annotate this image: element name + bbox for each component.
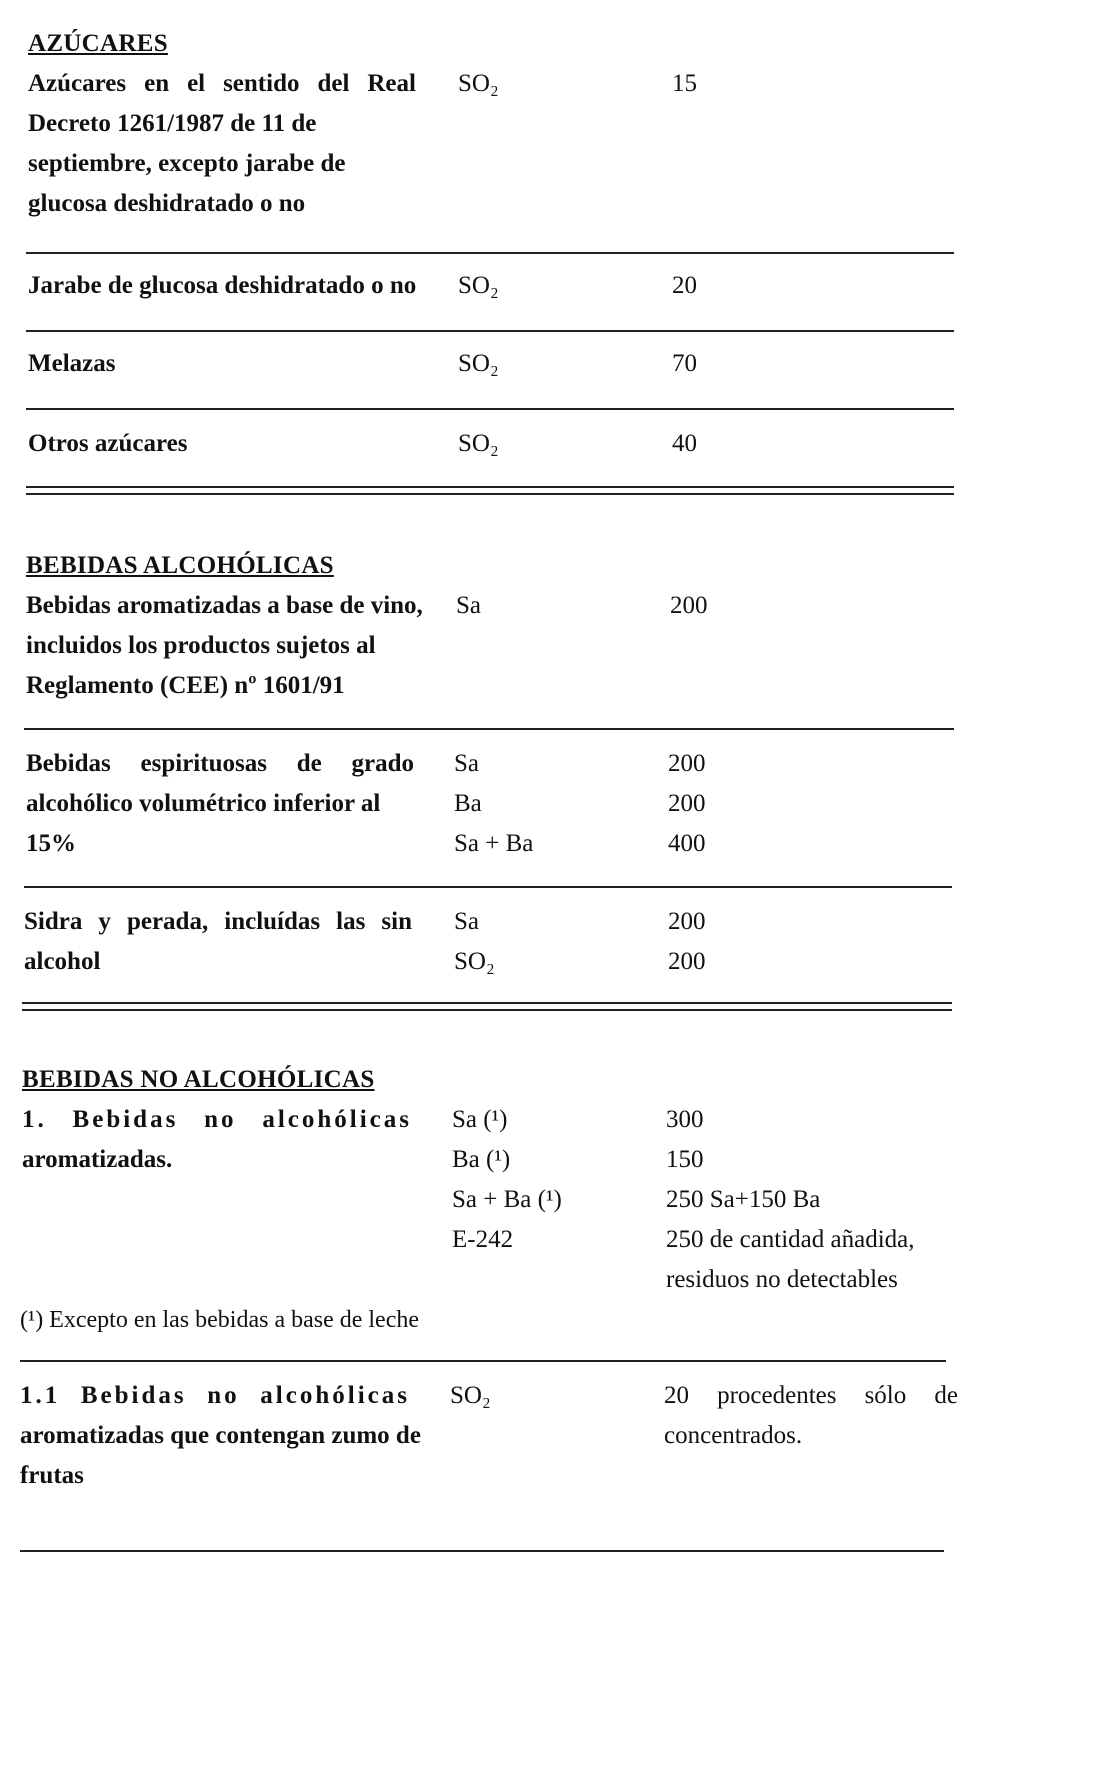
- row-divider: [26, 408, 954, 410]
- section-heading-bebidas-alcoholicas: BEBIDAS ALCOHÓLICAS: [26, 552, 334, 579]
- row-divider: [24, 886, 952, 888]
- word: las: [336, 908, 366, 935]
- additive-cell: Sa Ba Sa + Ba: [454, 750, 534, 857]
- row-description: Jarabe de glucosa deshidratado o no: [28, 272, 417, 299]
- row-description: Sidra y perada, incluídas las sin alcohol: [24, 902, 412, 982]
- additive-cell: Sa SO₂: [454, 908, 495, 975]
- additive-cell: Sa (¹) Ba (¹) Sa + Ba (¹) E-242: [452, 1106, 562, 1253]
- max-dose-cell: 20: [672, 272, 697, 299]
- description-line: Decreto 1261/1987 de 11 de: [28, 110, 317, 137]
- description-line: glucosa deshidratado o no: [28, 190, 306, 217]
- word: procedentes: [717, 1382, 837, 1409]
- word: del: [317, 70, 350, 97]
- row-divider: [26, 252, 954, 254]
- row-divider: [24, 728, 954, 730]
- max-dose-cell: 15: [672, 70, 697, 97]
- word: no: [204, 1106, 237, 1133]
- row-description: Bebidas espirituosas de grado alcohólico volumétrico inferior al 15%: [26, 744, 414, 864]
- word: el: [187, 70, 206, 97]
- row-description: Bebidas aromatizadas a base de vino, incluidos los productos sujetos al Reglamento (CEE) nº 1601/91: [26, 592, 423, 699]
- word: y: [98, 908, 111, 935]
- additive-cell: Sa: [456, 592, 481, 619]
- word: 1.: [22, 1106, 47, 1133]
- additive-cell: SO₂: [450, 1382, 491, 1409]
- row-description: Melazas: [28, 350, 116, 377]
- word: de: [934, 1382, 958, 1409]
- word: espirituosas: [140, 750, 267, 777]
- word: Bebidas: [72, 1106, 179, 1133]
- description-line: [28, 64, 416, 104]
- section-divider: [22, 1002, 952, 1011]
- word: 1.1: [20, 1382, 61, 1409]
- word: grado: [351, 750, 414, 777]
- additive-cell: SO₂: [458, 70, 499, 97]
- word: Bebidas: [80, 1382, 187, 1409]
- row-description: 1. Bebidas no alcohólicas aromatizadas.: [22, 1100, 412, 1180]
- max-dose-cell: 300 150 250 Sa+150 Ba 250 de cantidad añadida, residuos no detectables: [666, 1106, 915, 1293]
- word: perada,: [126, 908, 209, 935]
- word: 20: [664, 1382, 689, 1409]
- description-line: septiembre, excepto jarabe de: [28, 150, 346, 177]
- word: alcohólicas: [262, 1106, 412, 1133]
- max-dose-cell: 200: [670, 592, 708, 619]
- max-dose-cell: 200 200: [668, 908, 706, 975]
- word: sólo: [864, 1382, 907, 1409]
- word: alcohólicas: [260, 1382, 410, 1409]
- word: no: [207, 1382, 240, 1409]
- additive-cell: SO₂: [458, 272, 499, 299]
- row-divider: [26, 330, 954, 332]
- footnote: (¹) Excepto en las bebidas a base de leche: [20, 1307, 420, 1333]
- row-description: 1.1 Bebidas no alcohólicas aromatizadas que contengan zumo de frutas: [20, 1376, 410, 1496]
- max-dose-cell: 70: [672, 350, 697, 377]
- row-description: [28, 64, 416, 224]
- row-divider: [20, 1360, 946, 1362]
- word: Azúcares: [28, 70, 127, 97]
- word: sin: [381, 908, 412, 935]
- max-dose-cell: 200 200 400: [668, 750, 706, 857]
- word: Sidra: [24, 908, 83, 935]
- max-dose-cell: 40: [672, 430, 697, 457]
- word: sentido: [223, 70, 300, 97]
- row-divider: [20, 1550, 944, 1552]
- additive-cell: SO₂: [458, 430, 499, 457]
- word: de: [296, 750, 322, 777]
- word: en: [144, 70, 170, 97]
- word: Real: [367, 70, 416, 97]
- word: Bebidas: [26, 750, 111, 777]
- additive-cell: SO₂: [458, 350, 499, 377]
- max-dose-cell: 20 procedentes sólo de concentrados.: [664, 1376, 958, 1456]
- word: incluídas: [224, 908, 321, 935]
- section-divider: [26, 486, 954, 495]
- section-heading-azucares: AZÚCARES: [28, 30, 168, 57]
- row-description: Otros azúcares: [28, 430, 188, 457]
- section-heading-bebidas-no-alcoholicas: BEBIDAS NO ALCOHÓLICAS: [22, 1066, 375, 1093]
